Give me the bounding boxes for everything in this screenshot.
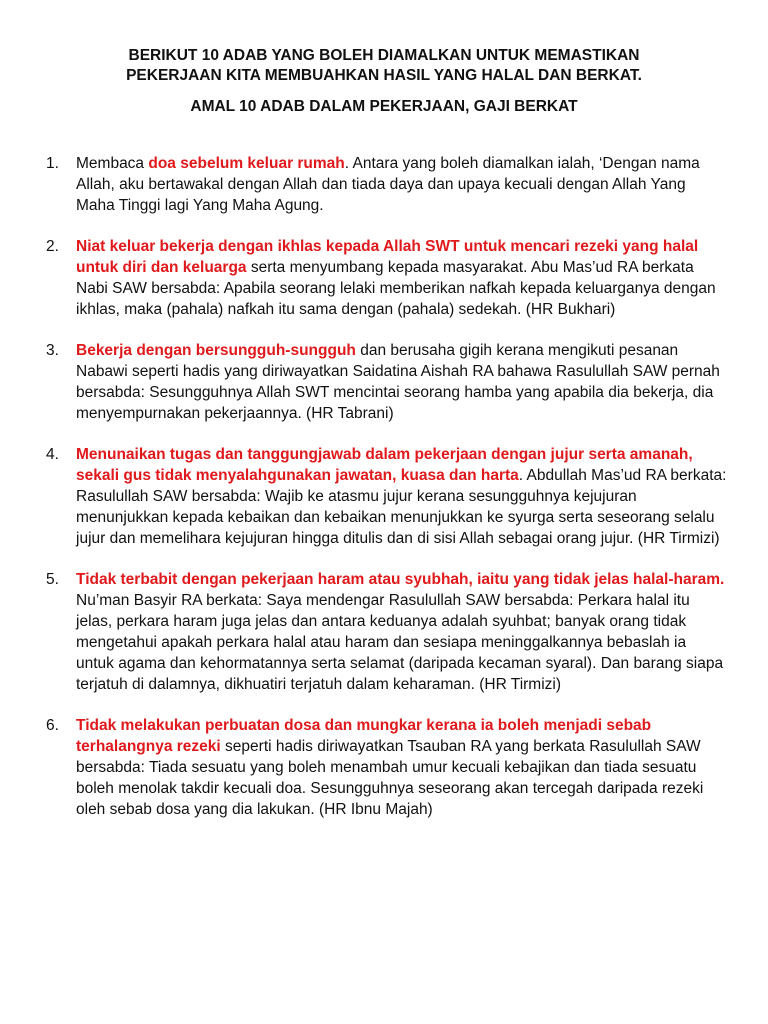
item-highlight: Tidak terbabit dengan pekerjaan haram atau syubhah, iaitu yang tidak jelas halal-haram. <box>76 571 725 588</box>
document-heading <box>0 46 768 86</box>
item-text-after: seperti hadis diriwayatkan Tsauban RA yang berkata Rasulullah SAW bersabda: Tiada sesuatu yang boleh menambah umur kecuali kebajikan dan tiada sesuatu boleh menolak takdir kecuali doa. Sesungguhnya seseorang akan tercegah daripada rezeki oleh sebab dosa yang dia lakukan. (HR Ibnu Majah) <box>76 738 704 818</box>
heading-line-2: PEKERJAAN KITA MEMBUAHKAN HASIL YANG HALAL DAN BERKAT. <box>126 67 642 84</box>
item-number: 6. <box>46 717 59 734</box>
adab-list <box>0 153 768 840</box>
list-item-2 <box>0 236 768 320</box>
item-number: 1. <box>46 155 59 172</box>
item-text-after: . Antara yang boleh diamalkan ialah, ‘Dengan nama Allah, aku bertawakal dengan Allah dan tiada daya dan upaya kecuali dengan Allah Yang Maha Tinggi lagi Yang Maha Agung. <box>76 155 700 214</box>
item-text-before: Membaca <box>76 155 149 172</box>
item-number: 3. <box>46 342 59 359</box>
list-item-3 <box>0 340 768 424</box>
item-number: 5. <box>46 571 59 588</box>
heading-line-1: BERIKUT 10 ADAB YANG BOLEH DIAMALKAN UNTUK MEMASTIKAN <box>128 47 640 64</box>
item-text-after: serta menyumbang kepada masyarakat. Abu Mas’ud RA berkata Nabi SAW bersabda: Apabila seorang lelaki memberikan nafkah kepada keluarganya dengan ikhlas, maka (pahala) nafkah itu sama dengan (pahala) sedekah. (HR Bukhari) <box>76 259 716 318</box>
item-highlight: doa sebelum keluar rumah <box>148 155 345 172</box>
list-item-1 <box>0 153 768 216</box>
item-highlight: Bekerja dengan bersungguh-sungguh <box>76 342 356 359</box>
item-highlight: Menunaikan tugas dan tanggungjawab dalam pekerjaan dengan jujur serta amanah, sekali gus tidak menyalahgunakan jawatan, kuasa dan harta <box>76 446 693 484</box>
item-text-after: Nu’man Basyir RA berkata: Saya mendengar Rasulullah SAW bersabda: Perkara halal itu jelas, perkara haram juga jelas dan antara keduanya adalah syuhbat; banyak orang tidak mengetahui apakah perkara halal atau haram dan sesiapa meninggalkannya bebaslah ia untuk agama dan kehormatannya serta selamat (daripada kecaman syaral). Dan barang siapa terjatuh di dalamnya, dikhuatiri terjatuh dalam keharaman. (HR Tirmizi) <box>76 592 724 693</box>
item-number: 2. <box>46 238 59 255</box>
document-subtitle: AMAL 10 ADAB DALAM PEKERJAAN, GAJI BERKAT <box>190 98 578 115</box>
item-text-after: dan berusaha gigih kerana mengikuti pesanan Nabawi seperti hadis yang diriwayatkan Saidatina Aishah RA bahawa Rasulullah SAW pernah bersabda: Sesungguhnya Allah SWT mencintai seorang hamba yang apabila dia bekerja, dia menyempurnakan pekerjaannya. (HR Tabrani) <box>76 342 720 422</box>
item-text-after: . Abdullah Mas’ud RA berkata: Rasulullah SAW bersabda: Wajib ke atasmu jujur kerana sesungguhnya kejujuran menunjukkan kepada kebaikan dan kebaikan menunjukkan ke syurga serta seseorang selalu jujur dan memelihara kejujuran hingga ditulis dan di sisi Allah sebagai orang jujur. (HR Tirmizi) <box>76 467 727 547</box>
list-item-5 <box>0 569 768 695</box>
item-highlight: Tidak melakukan perbuatan dosa dan mungkar kerana ia boleh menjadi sebab terhalangnya rezeki <box>76 717 652 755</box>
list-item-4 <box>0 444 768 549</box>
list-item-6 <box>0 715 768 820</box>
item-number: 4. <box>46 446 59 463</box>
item-highlight: Niat keluar bekerja dengan ikhlas kepada Allah SWT untuk mencari rezeki yang halal untuk diri dan keluarga <box>76 238 699 276</box>
